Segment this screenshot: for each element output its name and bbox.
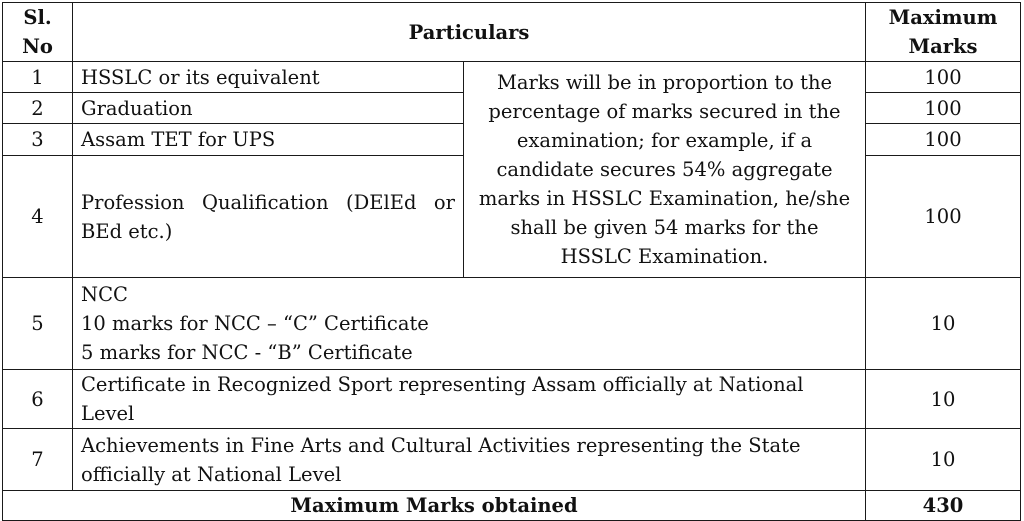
row-max-marks: 100 [866, 62, 1021, 93]
marks-table [2, 2, 1021, 521]
header-maximum-marks: Maximum Marks [866, 3, 1021, 62]
row-particular: Graduation [73, 93, 464, 124]
ncc-b-certificate: 5 marks for NCC - “B” Certificate [81, 341, 413, 364]
row-max-marks: 100 [866, 93, 1021, 124]
row-sl-no: 5 [3, 278, 73, 370]
row-sl-no: 2 [3, 93, 73, 124]
row-max-marks: 100 [866, 156, 1021, 278]
header-particulars: Particulars [73, 3, 866, 62]
table-row [3, 62, 1021, 93]
row-max-marks: 10 [866, 370, 1021, 429]
row-sl-no: 1 [3, 62, 73, 93]
row-sl-no: 7 [3, 429, 73, 491]
row-max-marks: 10 [866, 429, 1021, 491]
row-particular: HSSLC or its equivalent [73, 62, 464, 93]
ncc-title: NCC [81, 283, 128, 306]
total-value: 430 [866, 491, 1021, 521]
table-header-row [3, 3, 1021, 62]
header-sl-no: Sl. No [3, 3, 73, 62]
table-row [3, 429, 1021, 491]
total-row [3, 491, 1021, 521]
total-label: Maximum Marks obtained [3, 491, 866, 521]
row-particular: Assam TET for UPS [73, 124, 464, 156]
row-sl-no: 3 [3, 124, 73, 156]
proportion-explanation: Marks will be in proportion to the percentage of marks secured in the examination; for example, if a candidate secures 54% aggregate marks in HSSLC Examination, he/she shall be given 54 marks for the HSSLC Examination. [464, 62, 866, 278]
row-particular: Profession Qualification (DElEd or BEd etc.) [73, 156, 464, 278]
table-row [3, 370, 1021, 429]
table-row [3, 278, 1021, 370]
row-particular: Achievements in Fine Arts and Cultural Activities representing the State officially at National Level [73, 429, 866, 491]
ncc-c-certificate: 10 marks for NCC – “C” Certificate [81, 312, 429, 335]
row-particular-ncc [73, 278, 866, 370]
row-particular: Certificate in Recognized Sport representing Assam officially at National Level [73, 370, 866, 429]
row-max-marks: 100 [866, 124, 1021, 156]
row-max-marks: 10 [866, 278, 1021, 370]
row-sl-no: 4 [3, 156, 73, 278]
row-sl-no: 6 [3, 370, 73, 429]
